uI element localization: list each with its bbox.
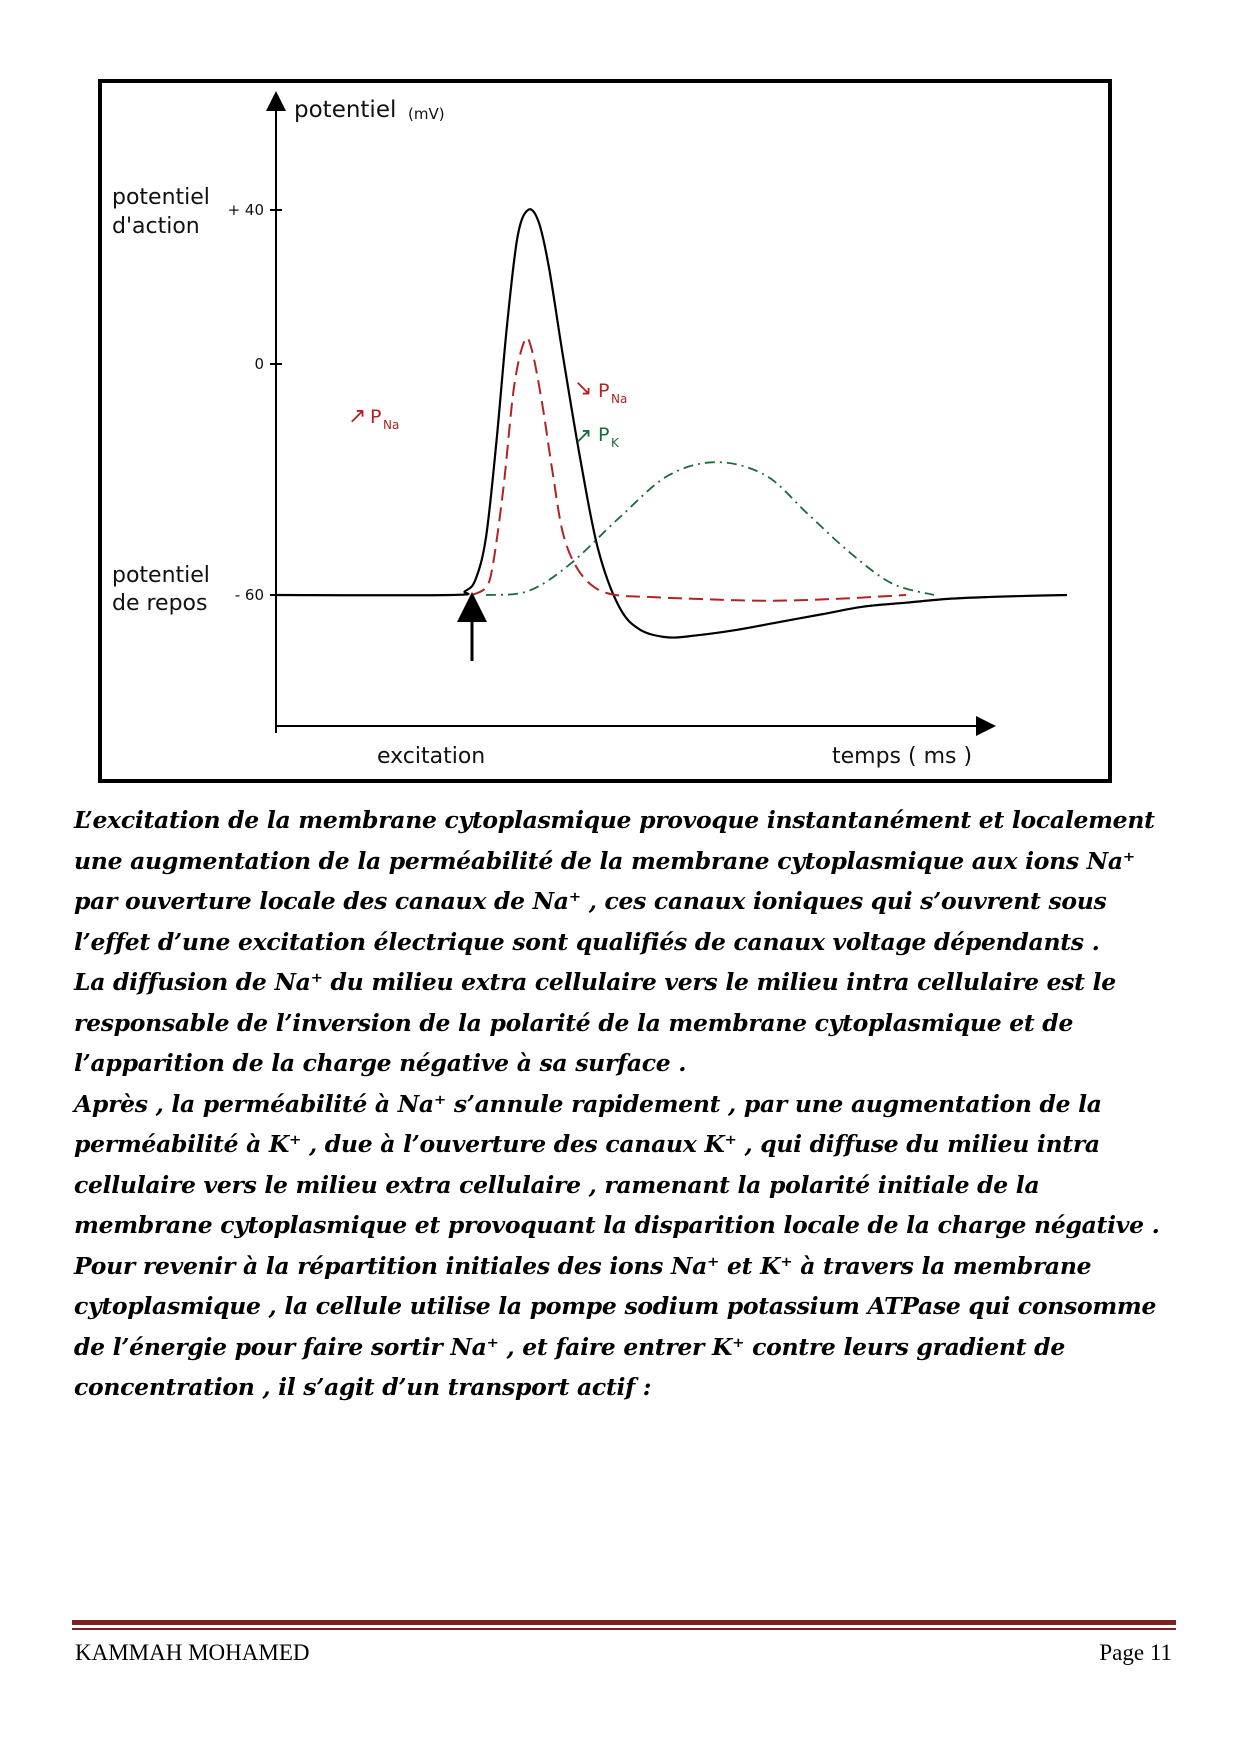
footer-rule-thin [72, 1628, 1176, 1630]
series-line-pk [486, 462, 934, 595]
pk-up-label: P [598, 424, 610, 446]
y-tick-label: - 60 [234, 586, 264, 604]
y-tick-label: + 40 [227, 201, 264, 219]
y-axis-label: potentiel [294, 97, 397, 123]
excitation-marker [377, 598, 485, 769]
footer-author: KAMMAH MOHAMED [75, 1640, 310, 1665]
y-tick-label: 0 [254, 355, 264, 373]
pk-increase-annotation [574, 424, 620, 450]
pna-up-label: P [370, 406, 382, 428]
pna-up-subscript: Na [383, 418, 400, 432]
footer-rule [72, 1620, 1176, 1625]
pna-down-subscript: Na [611, 392, 628, 406]
pk-up-subscript: K [611, 436, 619, 450]
pna-down-arrow: ↘ [574, 376, 593, 401]
resting-potential-label-line2: de repos [112, 591, 208, 616]
paragraph-k-repolarization: Après , la perméabilité à Na⁺ s’annule rapidement , par une augmentation de la perméabilité à K⁺ , due à l’ouverture des canaux K⁺ , qui diffuse du milieu intra cellulaire vers le milieu extra cellulaire , ramenant la polarité initiale de la membrane cytoplasmique et provoquant la disparition locale de la charge négative . [74, 1089, 1160, 1239]
paragraph-na-k-pump: Pour revenir à la répartition initiales des ions Na⁺ et K⁺ à travers la membrane cytoplasmique , la cellule utilise la pompe sodium potassium ATPase qui consomme de l’énergie pour faire sortir Na⁺ , et faire entrer K⁺ contre leurs gradient de concentration , il s’agit d’un transport actif : [74, 1251, 1157, 1401]
y-ticks [228, 201, 282, 604]
pk-up-arrow: ↗ [574, 424, 593, 449]
paragraph-excitation: L’excitation de la membrane cytoplasmique provoque instantanément et localement une augmentation de la perméabilité de la membrane cytoplasmique aux ions Na⁺ par ouverture locale des canaux de Na⁺ , ces canaux ioniques qui s’ouvrent sous l’effet d’une excitation électrique sont qualifiés de canaux voltage dépendants . [74, 806, 1155, 956]
pna-up-arrow: ↗ [348, 404, 367, 429]
footer-page-number: Page 11 [1099, 1640, 1172, 1665]
x-axis-label: temps ( ms ) [832, 744, 973, 769]
action-potential-label-line1: potentiel [112, 185, 210, 210]
figure-frame [98, 79, 1112, 783]
y-axis-unit: (mV) [408, 105, 445, 123]
action-potential-chart [102, 83, 1108, 779]
pna-down-label: P [598, 380, 610, 402]
pna-increase-annotation [348, 404, 399, 432]
excitation-label: excitation [377, 744, 486, 769]
resting-potential-label-line1: potentiel [112, 563, 210, 588]
action-potential-label-line2: d'action [112, 214, 200, 239]
series-line-pna [472, 338, 906, 601]
pna-decrease-annotation [574, 376, 627, 406]
paragraph-na-diffusion: La diffusion de Na⁺ du milieu extra cellulaire vers le milieu intra cellulaire est le responsable de l’inversion de la polarité de la membrane cytoplasmique et de l’apparition de la charge négative à sa surface . [74, 968, 1116, 1077]
body-text [74, 800, 1184, 1408]
